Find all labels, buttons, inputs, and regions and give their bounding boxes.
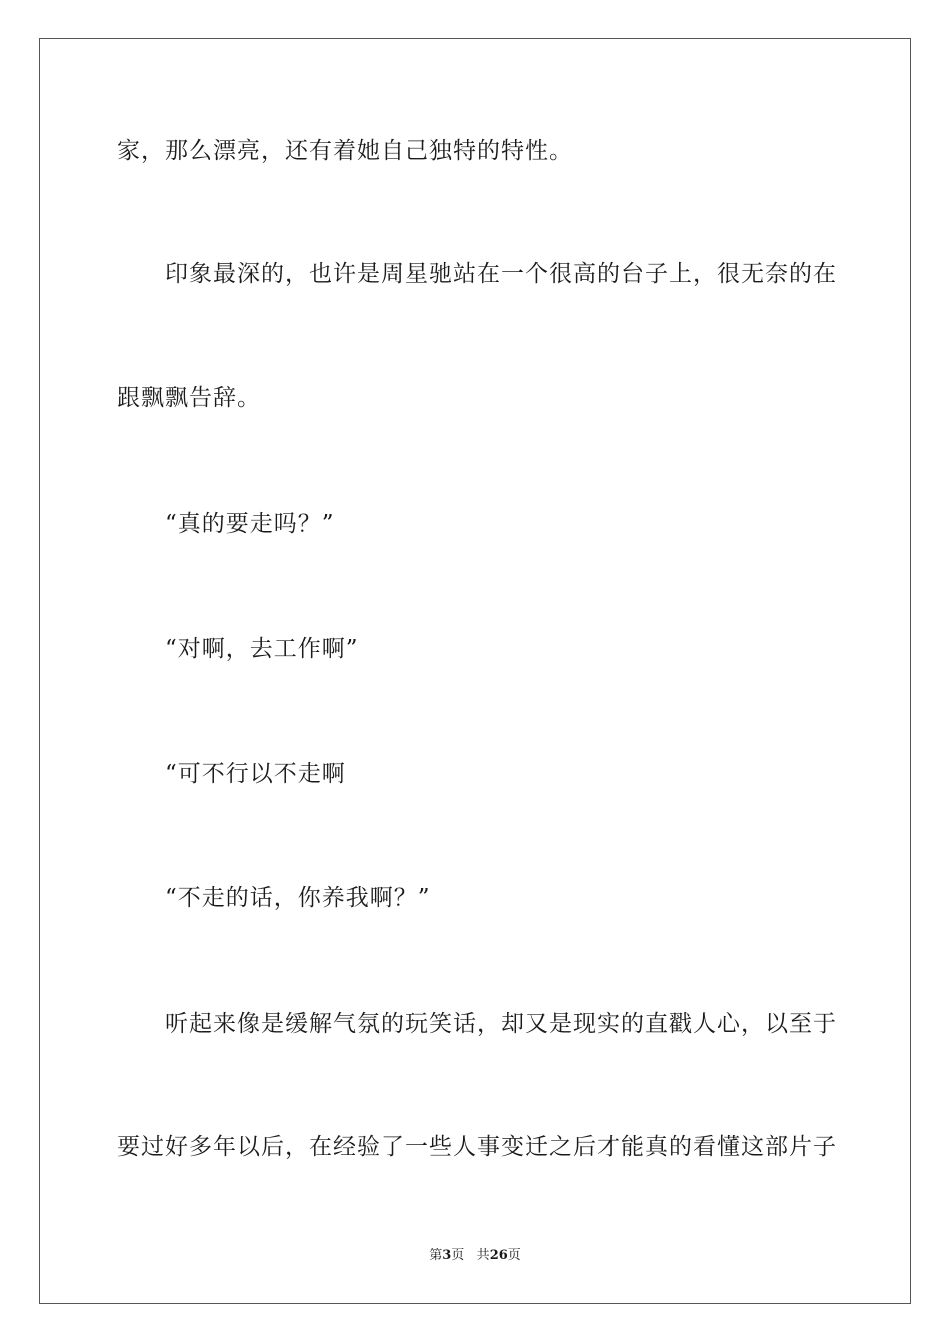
paragraph-line-2: 印象最深的，也许是周星驰站在一个很高的台子上，很无奈的在	[165, 261, 837, 287]
paragraph-line-8: 听起来像是缓解气氛的玩笑话，却又是现实的直戳人心，以至于	[165, 1011, 837, 1037]
page-footer	[0, 1247, 950, 1265]
page-border	[39, 38, 911, 1304]
dialogue-line-6: “可不行以不走啊	[165, 761, 346, 787]
dialogue-line-5: “对啊，去工作啊”	[165, 636, 359, 662]
dialogue-line-4: “真的要走吗？”	[165, 511, 335, 537]
text-line-9: 要过好多年以后，在经验了一些人事变迁之后才能真的看懂这部片子	[117, 1134, 837, 1160]
footer-total-suffix: 页	[507, 1248, 521, 1263]
footer-total-prefix: 共	[476, 1248, 490, 1263]
footer-page-prefix: 第	[429, 1248, 443, 1263]
footer-total-pages: 26	[489, 1248, 508, 1263]
dialogue-line-7: “不走的话，你养我啊？”	[165, 885, 431, 911]
text-line-1: 家，那么漂亮，还有着她自己独特的特性。	[117, 138, 573, 164]
footer-page-suffix: 页	[451, 1248, 465, 1263]
text-line-3: 跟飘飘告辞。	[117, 385, 261, 411]
footer-page-number: 3	[442, 1248, 452, 1263]
